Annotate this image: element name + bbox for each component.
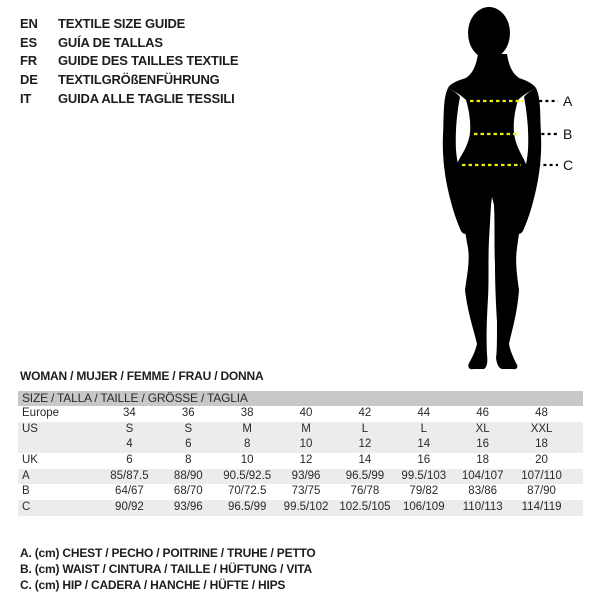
size-cell: 87/90 — [527, 485, 556, 498]
size-cell: 10 — [299, 438, 313, 451]
row-label: B — [22, 485, 30, 498]
size-cell: 85/87.5 — [110, 469, 149, 482]
language-title-list — [20, 15, 238, 109]
size-cell: M — [242, 422, 252, 435]
language-row — [20, 34, 238, 53]
measurement-legend — [20, 545, 316, 594]
row-label: A — [22, 469, 30, 482]
measurement-label-b: B — [563, 126, 573, 142]
size-cell: XL — [475, 422, 490, 435]
row-label: UK — [22, 454, 38, 467]
size-cell: L — [361, 422, 369, 435]
size-cell: 36 — [181, 407, 195, 419]
size-cell: M — [301, 422, 311, 435]
size-cell: 107/110 — [521, 469, 562, 482]
size-cell: 93/96 — [291, 469, 321, 482]
row-label — [18, 437, 100, 453]
size-cell: 44 — [417, 407, 431, 419]
size-cell: 79/82 — [409, 485, 439, 498]
size-cell: 4 — [126, 438, 133, 451]
size-cell: 40 — [299, 407, 313, 419]
language-title: GUÍA DE TALLAS — [58, 34, 163, 50]
size-cell: 114/119 — [521, 501, 562, 514]
legend-line: C. (cm) HIP / CADERA / HANCHE / HÜFTE / HIPS — [20, 578, 286, 593]
table-row — [18, 469, 583, 485]
size-cell: 102.5/105 — [339, 501, 391, 514]
size-cell: 99.5/102 — [283, 501, 329, 514]
language-row — [20, 52, 238, 71]
size-cell: 46 — [476, 407, 490, 419]
size-cell: 18 — [476, 454, 490, 467]
size-cell: S — [184, 422, 193, 435]
size-cell: 8 — [243, 438, 251, 451]
table-row — [18, 453, 583, 469]
size-table-body — [18, 406, 583, 516]
language-row — [20, 90, 238, 109]
size-cell: 70/72.5 — [228, 485, 267, 498]
row-label: Europe — [22, 407, 60, 419]
section-title-woman: WOMAN / MUJER / FEMME / FRAU / DONNA — [20, 369, 264, 383]
size-cell: 38 — [240, 407, 254, 419]
measurement-label-a: A — [563, 93, 573, 109]
size-cell: 96.5/99 — [345, 469, 385, 482]
size-cell: 90.5/92.5 — [223, 469, 272, 482]
size-cell: 76/78 — [350, 485, 380, 498]
size-cell: 12 — [358, 438, 372, 451]
size-cell: 34 — [123, 407, 136, 419]
table-row — [18, 422, 583, 438]
size-cell: 104/107 — [461, 469, 504, 482]
language-code: IT — [20, 90, 32, 106]
table-row — [18, 484, 583, 500]
language-title: TEXTILE SIZE GUIDE — [58, 16, 186, 31]
row-label: US — [22, 422, 38, 435]
size-cell: 106/109 — [403, 501, 445, 514]
language-title: TEXTILGRÖßENFÜHRUNG — [58, 72, 220, 88]
size-table-header: SIZE / TALLA / TAILLE / GRÖSSE / TAGLIA — [18, 391, 583, 406]
size-cell: 99.5/103 — [401, 469, 447, 482]
table-row — [18, 437, 583, 453]
size-cell: 12 — [299, 454, 313, 467]
size-cell: 48 — [535, 407, 548, 419]
legend-line: B. (cm) WAIST / CINTURA / TAILLE / HÜFTUNG / VITA — [20, 562, 312, 577]
language-code: DE — [20, 72, 38, 88]
size-cell: 20 — [535, 454, 548, 467]
language-title: GUIDE DES TAILLES TEXTILE — [58, 53, 239, 69]
size-cell: 42 — [358, 407, 372, 419]
size-cell: 73/75 — [291, 485, 321, 498]
size-cell: 6 — [126, 454, 133, 467]
size-cell: 93/96 — [173, 501, 203, 514]
size-cell: 10 — [240, 454, 254, 467]
size-cell: 96.5/99 — [228, 501, 267, 514]
legend-line: A. (cm) CHEST / PECHO / POITRINE / TRUHE / PETTO — [20, 546, 316, 560]
size-cell: 110/113 — [462, 501, 503, 514]
size-cell: 6 — [185, 438, 192, 451]
size-cell: 16 — [476, 438, 490, 451]
table-row — [18, 406, 583, 422]
silhouette-head — [468, 7, 510, 59]
size-cell: 16 — [417, 454, 431, 467]
size-cell: 88/90 — [173, 469, 203, 482]
size-cell: 18 — [535, 438, 548, 451]
size-cell: 83/86 — [468, 485, 498, 498]
language-code: EN — [20, 16, 38, 31]
size-cell: L — [420, 422, 428, 435]
size-table — [18, 391, 583, 516]
table-row — [18, 500, 583, 516]
size-cell: XXL — [530, 422, 553, 435]
language-row — [20, 15, 238, 34]
size-cell: S — [125, 422, 134, 435]
size-cell: 14 — [358, 454, 372, 467]
size-cell: 8 — [185, 454, 192, 467]
language-row — [20, 71, 238, 90]
size-cell: 90/92 — [115, 501, 144, 514]
row-label: C — [22, 501, 31, 514]
size-cell: 68/70 — [173, 485, 203, 498]
language-code: ES — [20, 34, 37, 50]
size-cell: 64/67 — [115, 485, 144, 498]
language-code: FR — [20, 53, 37, 69]
woman-silhouette-figure — [415, 0, 600, 380]
measurement-label-c: C — [563, 157, 574, 173]
language-title: GUIDA ALLE TAGLIE TESSILI — [58, 90, 235, 106]
size-cell: 14 — [417, 438, 431, 451]
